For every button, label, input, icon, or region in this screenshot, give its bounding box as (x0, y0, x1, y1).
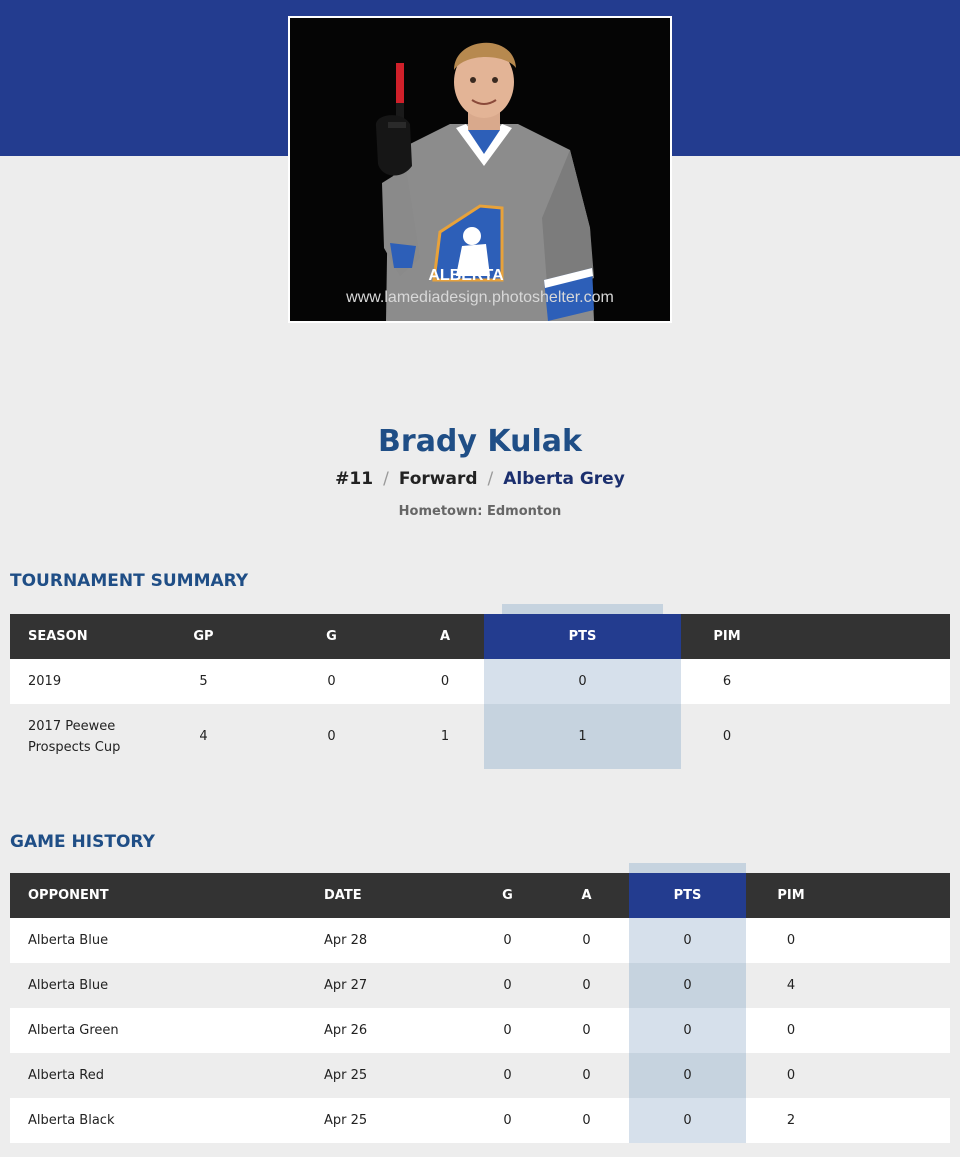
player-name: Brady Kulak (378, 424, 582, 459)
g-cell: 0 (471, 918, 544, 963)
tournament-summary-title: TOURNAMENT SUMMARY (10, 571, 249, 591)
pim-cell: 0 (746, 1053, 836, 1098)
pim-cell: 6 (681, 659, 773, 704)
g-cell: 0 (257, 659, 406, 704)
column-header-g[interactable]: G (471, 873, 544, 918)
player-meta (0, 469, 960, 489)
pts-column-highlight-top (502, 604, 663, 614)
column-header-date[interactable]: DATE (306, 873, 471, 918)
g-cell: 0 (471, 1098, 544, 1143)
photo-credit-watermark: www.lamediadesign.photoshelter.com (346, 289, 614, 306)
column-header-pim[interactable]: PIM (746, 873, 836, 918)
date-cell: Apr 28 (306, 918, 471, 963)
pts-column-highlight-top (629, 863, 746, 873)
a-cell: 0 (544, 1008, 629, 1053)
g-cell: 0 (257, 704, 406, 769)
column-header-spacer (773, 614, 950, 659)
date-cell: Apr 26 (306, 1008, 471, 1053)
column-header-a[interactable]: A (544, 873, 629, 918)
pts-cell: 0 (629, 1008, 746, 1053)
a-cell: 0 (544, 1053, 629, 1098)
column-header-opponent[interactable]: OPPONENT (10, 873, 306, 918)
a-cell: 0 (544, 1098, 629, 1143)
table-row (10, 918, 950, 963)
gp-cell: 5 (150, 659, 257, 704)
g-cell: 0 (471, 1008, 544, 1053)
player-number: #11 (335, 469, 374, 489)
spacer-cell (836, 918, 950, 963)
column-header-season[interactable]: SEASON (10, 614, 150, 659)
column-header-gp[interactable]: GP (150, 614, 257, 659)
season-cell: 2017 Peewee Prospects Cup (10, 704, 150, 769)
jersey-logo-text: ALBERTA (428, 267, 504, 284)
season-cell: 2019 (10, 659, 150, 704)
separator: / (383, 469, 389, 489)
pts-cell: 0 (484, 659, 681, 704)
tournament-summary-table (10, 614, 950, 769)
table-header-row (10, 614, 950, 659)
pim-cell: 0 (681, 704, 773, 769)
separator: / (487, 469, 494, 489)
column-header-a[interactable]: A (406, 614, 484, 659)
pts-cell: 0 (629, 918, 746, 963)
player-photo (288, 16, 672, 323)
game-history-table (10, 873, 950, 1143)
gp-cell: 4 (150, 704, 257, 769)
date-cell: Apr 25 (306, 1053, 471, 1098)
player-position: Forward (398, 469, 478, 489)
pts-cell: 0 (629, 963, 746, 1008)
spacer-cell (836, 963, 950, 1008)
opponent-cell: Alberta Red (10, 1053, 306, 1098)
pim-cell: 0 (746, 1008, 836, 1053)
table-header-row (10, 873, 950, 918)
pim-cell: 2 (746, 1098, 836, 1143)
table-row (10, 1098, 950, 1143)
opponent-cell: Alberta Green (10, 1008, 306, 1053)
a-cell: 0 (544, 918, 629, 963)
column-header-pts[interactable]: PTS (629, 873, 746, 918)
table-row (10, 1053, 950, 1098)
pts-cell: 0 (629, 1053, 746, 1098)
g-cell: 0 (471, 1053, 544, 1098)
table-row (10, 659, 950, 704)
opponent-cell: Alberta Blue (10, 963, 306, 1008)
player-hometown: Hometown: Edmonton (398, 504, 562, 519)
a-cell: 1 (406, 704, 484, 769)
date-cell: Apr 27 (306, 963, 471, 1008)
table-row (10, 1008, 950, 1053)
date-cell: Apr 25 (306, 1098, 471, 1143)
player-photo-image (290, 18, 670, 321)
column-header-pim[interactable]: PIM (681, 614, 773, 659)
column-header-g[interactable]: G (257, 614, 406, 659)
spacer-cell (836, 1008, 950, 1053)
column-header-spacer (836, 873, 950, 918)
pim-cell: 0 (746, 918, 836, 963)
spacer-cell (773, 659, 950, 704)
a-cell: 0 (544, 963, 629, 1008)
opponent-cell: Alberta Blue (10, 918, 306, 963)
game-history-title: GAME HISTORY (10, 832, 155, 852)
pts-cell: 0 (629, 1098, 746, 1143)
table-row (10, 704, 950, 769)
column-header-pts[interactable]: PTS (484, 614, 681, 659)
opponent-cell: Alberta Black (10, 1098, 306, 1143)
table-row (10, 963, 950, 1008)
spacer-cell (836, 1098, 950, 1143)
g-cell: 0 (471, 963, 544, 1008)
pts-cell: 1 (484, 704, 681, 769)
spacer-cell (773, 704, 950, 769)
player-team-link[interactable]: Alberta Grey (503, 469, 625, 489)
a-cell: 0 (406, 659, 484, 704)
pim-cell: 4 (746, 963, 836, 1008)
spacer-cell (836, 1053, 950, 1098)
